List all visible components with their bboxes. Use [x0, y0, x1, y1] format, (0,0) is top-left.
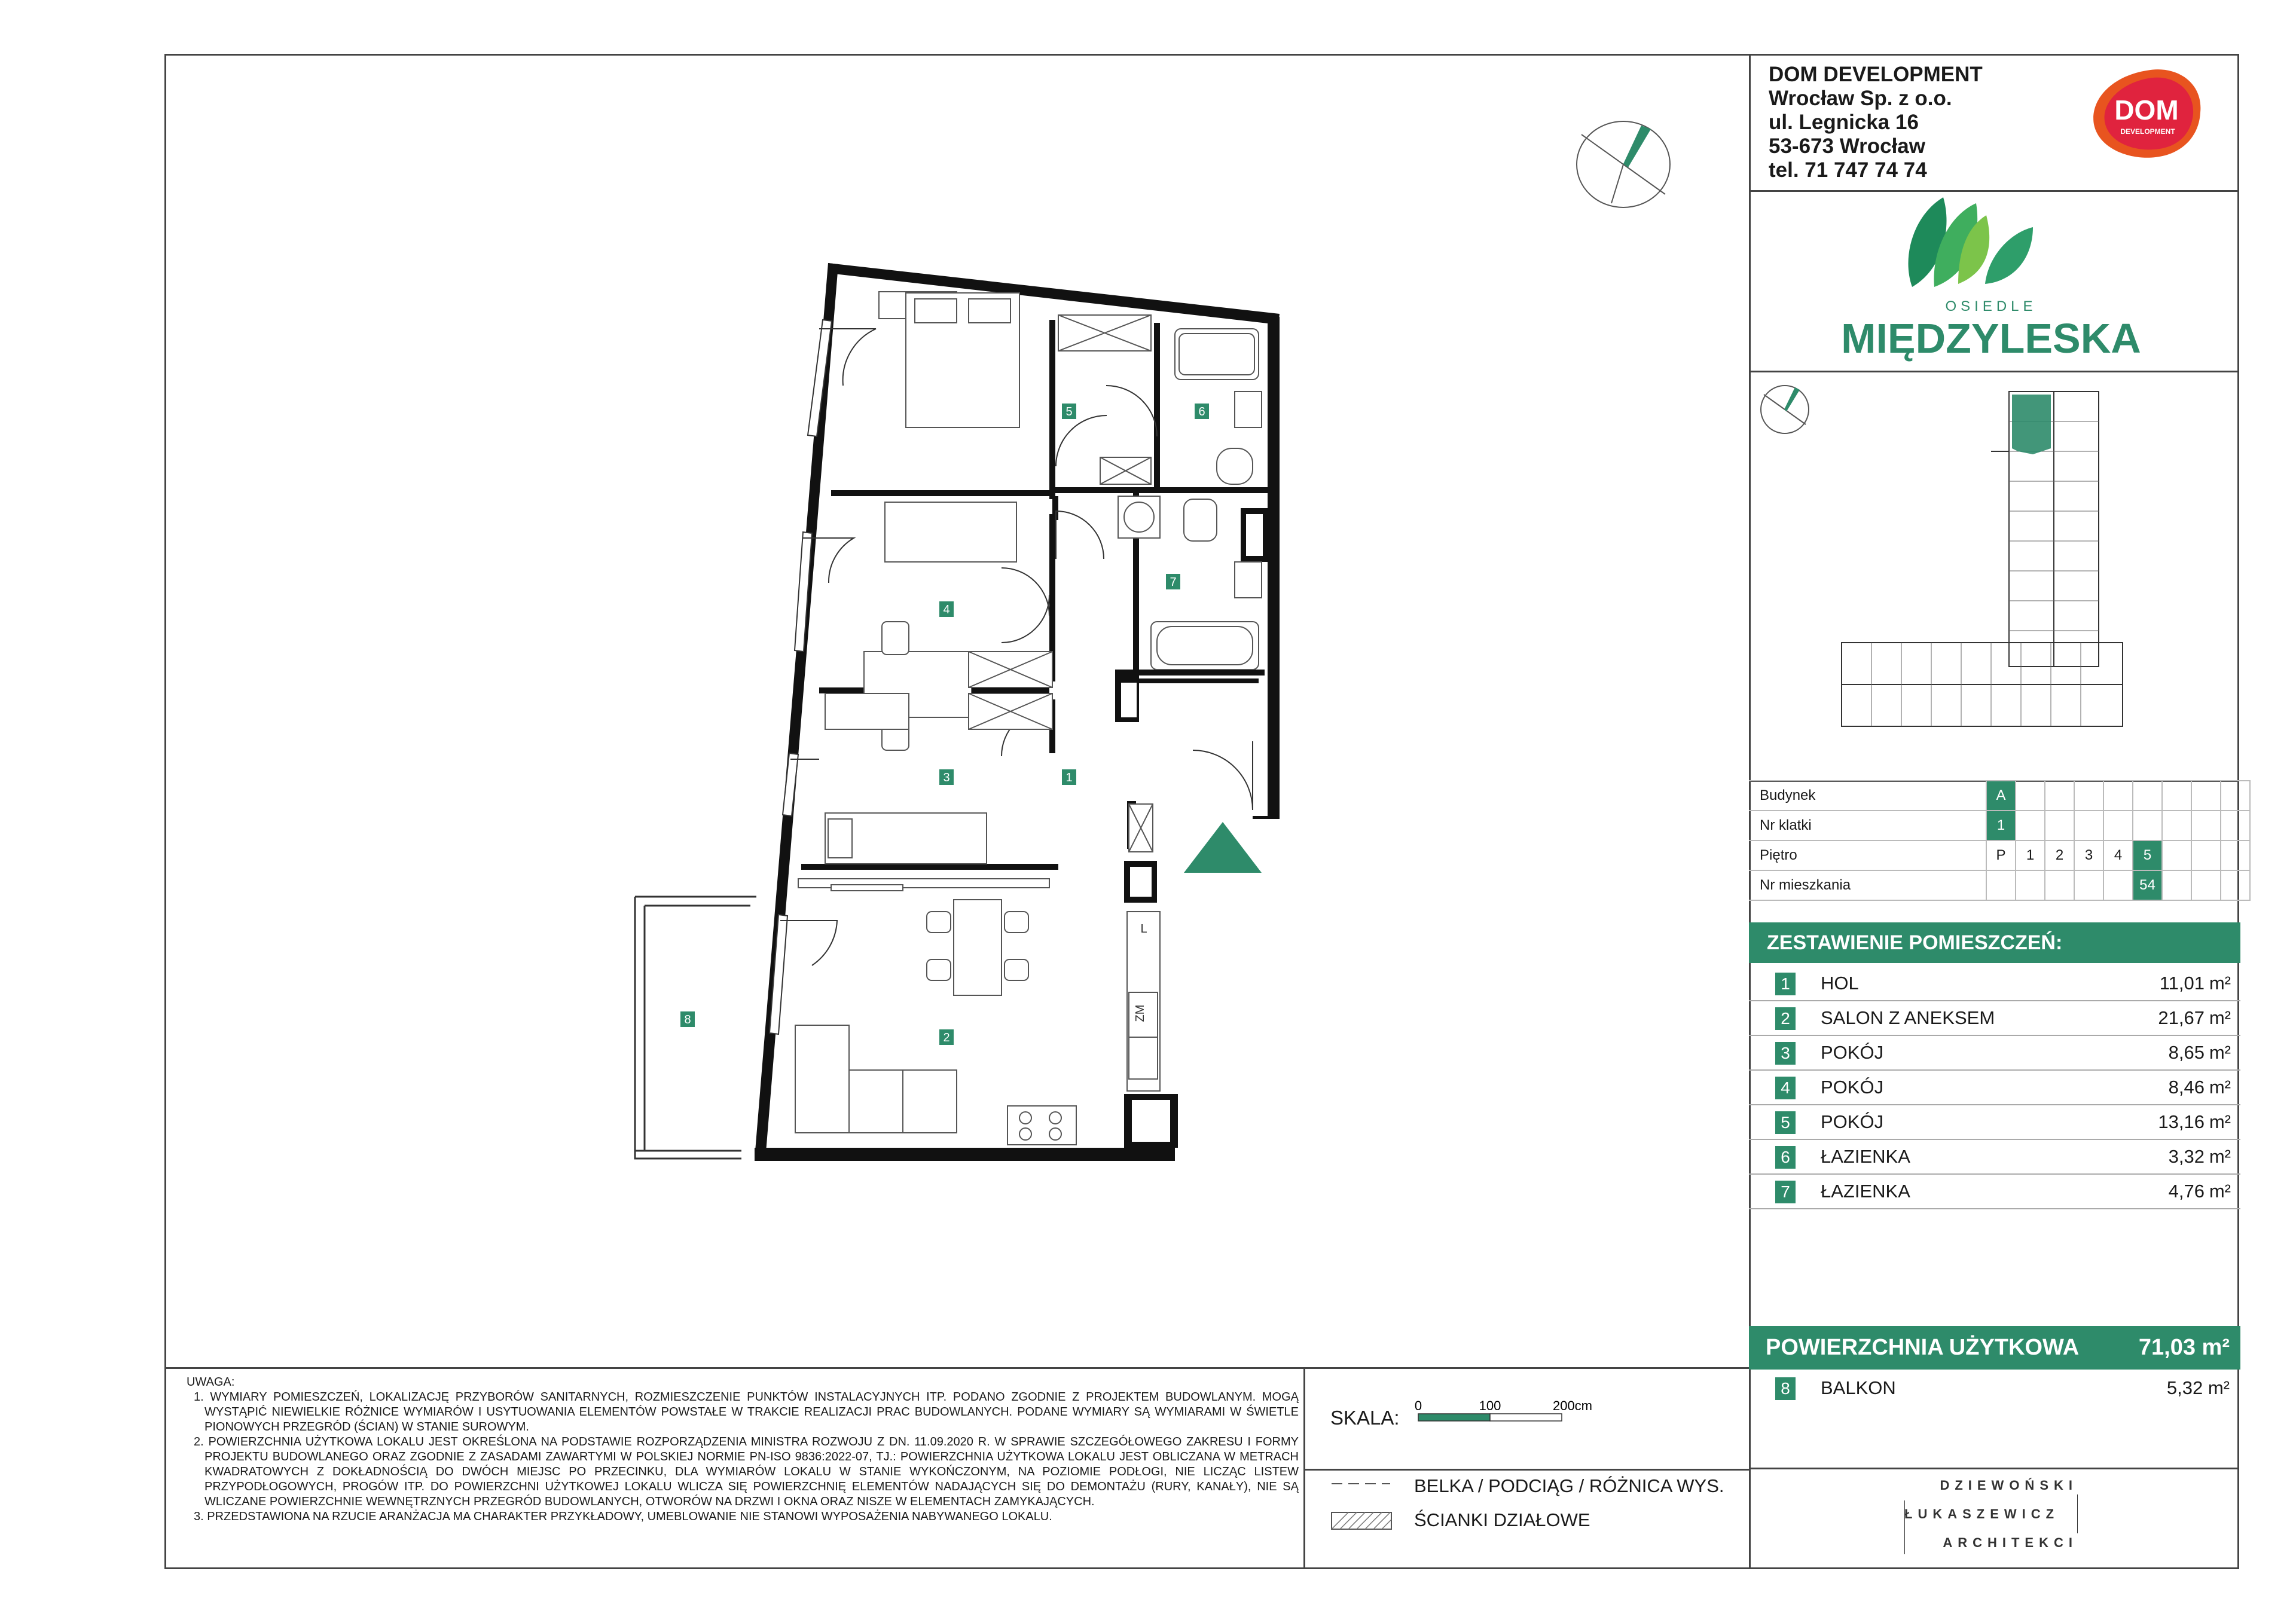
architect-line1: DZIEWOŃSKI	[1940, 1478, 2078, 1493]
info-cell	[2016, 781, 2045, 811]
note-1: 1. WYMIARY POMIESZCZEŃ, LOKALIZACJĘ PRZYBORÓW SANITARNYCH, ROZMIESZCZENIE PUNKTÓW INSTALACYJNYCH ITP. PODANO ZGODNIE Z PROJEKTEM BUDOWLANYM. MOGĄ WYSTĄPIĆ NIEWIELKIE RÓŻNICE WYMIARÓW I USYTUOWANIA ELEMENTÓW POWSTAŁE W TRAKCIE REALIZACJI PRAC BUDOWLANYCH. PODANE WYMIARY SĄ WYMIARAMI W ŚWIETLE PIONOWYCH PRZEGRÓD (ŚCIAN) W STANIE SUROWYM.	[194, 1390, 1299, 1434]
divider-brand	[1749, 371, 2239, 372]
balcony-row	[1749, 1371, 2240, 1405]
building-key-plan	[1836, 386, 2135, 744]
info-cell	[2074, 781, 2103, 811]
room-area: 8,46	[2168, 1077, 2205, 1098]
dom-development-logo	[2087, 65, 2206, 163]
info-cell: 5	[2133, 840, 2162, 870]
company-address	[1769, 63, 1983, 182]
room-tag-7: 7	[1170, 576, 1177, 589]
info-cell	[2221, 840, 2250, 870]
room-number: 2	[1775, 1007, 1796, 1030]
room-row	[1749, 967, 2240, 1001]
total-area-bar	[1749, 1326, 2240, 1370]
room-area: 21,67	[2158, 1007, 2205, 1028]
dom-logo-word: DOM	[2114, 94, 2179, 126]
info-cell	[2103, 870, 2133, 900]
info-cell	[2221, 870, 2250, 900]
notes-block	[187, 1375, 1299, 1524]
info-cell	[2162, 781, 2191, 811]
room-tag-8: 8	[684, 1013, 691, 1026]
info-cell	[2162, 840, 2191, 870]
room-number: 6	[1775, 1146, 1796, 1169]
info-cell	[2133, 781, 2162, 811]
company-city: 53-673 Wrocław	[1769, 135, 1925, 158]
room-unit: m²	[2209, 973, 2231, 994]
info-cell	[2162, 811, 2191, 840]
legend-partition: ŚCIANKI DZIAŁOWE	[1414, 1509, 1590, 1530]
room-number: 7	[1775, 1181, 1796, 1203]
company-name: DOM DEVELOPMENT	[1769, 63, 1983, 86]
dishwasher-label: ZM	[1134, 1004, 1147, 1022]
small-compass-icon	[1758, 383, 1812, 436]
info-label: Budynek	[1749, 781, 1986, 811]
info-cell: 2	[2045, 840, 2074, 870]
info-row	[1749, 840, 2250, 870]
room-name: SALON Z ANEKSEM	[1821, 1007, 1995, 1028]
info-cell: A	[1986, 781, 2016, 811]
room-name: HOL	[1821, 973, 1859, 994]
room-row	[1749, 1071, 2240, 1105]
info-label: Nr klatki	[1749, 811, 1986, 840]
info-cell	[2221, 811, 2250, 840]
room-tag-6: 6	[1198, 405, 1205, 418]
brand-big-text: MIĘDZYLESKA	[1841, 315, 2141, 362]
info-cell: 1	[1986, 811, 2016, 840]
info-cell: 3	[2074, 840, 2103, 870]
room-row	[1749, 1140, 2240, 1175]
rooms-list	[1749, 967, 2240, 1209]
room-unit: m²	[2209, 1111, 2231, 1132]
info-cell	[2191, 811, 2221, 840]
info-row	[1749, 811, 2250, 840]
info-label: Piętro	[1749, 840, 1986, 870]
divider-balcony	[1749, 1468, 2239, 1469]
info-cell	[2191, 781, 2221, 811]
info-cell	[2162, 870, 2191, 900]
room-unit: m²	[2209, 1042, 2231, 1063]
room-tag-2: 2	[943, 1031, 950, 1044]
entrance-marker	[1184, 822, 1262, 873]
total-area-label: POWIERZCHNIA UŻYTKOWA	[1766, 1335, 2080, 1360]
info-cell: P	[1986, 840, 2016, 870]
info-cell	[2016, 870, 2045, 900]
balcony-area	[635, 897, 756, 1159]
info-cell	[2103, 811, 2133, 840]
room-name: POKÓJ	[1821, 1077, 1884, 1098]
divider-scale-legend	[1303, 1469, 1750, 1471]
scale-label: SKALA:	[1330, 1407, 1400, 1429]
company-phone: tel. 71 747 74 74	[1769, 158, 1927, 182]
scale-bar	[1411, 1396, 1614, 1432]
balcony-number: 8	[1775, 1377, 1796, 1400]
brand-small-text: OSIEDLE	[1945, 298, 2037, 314]
info-cell	[2045, 870, 2074, 900]
room-tag-4: 4	[943, 603, 950, 616]
room-number: 3	[1775, 1042, 1796, 1065]
notes-title: UWAGA:	[187, 1376, 235, 1389]
divider-bottom	[164, 1367, 1750, 1369]
room-area: 11,01	[2159, 973, 2205, 994]
room-unit: m²	[2209, 1077, 2231, 1098]
room-area: 4,76	[2168, 1181, 2205, 1202]
floor-plan	[622, 257, 1315, 1178]
room-name: POKÓJ	[1821, 1042, 1884, 1063]
room-row	[1749, 1105, 2240, 1140]
legend-symbols	[1330, 1478, 1396, 1538]
info-cell: 4	[2103, 840, 2133, 870]
room-row	[1749, 1001, 2240, 1036]
room-area: 8,65	[2168, 1042, 2205, 1063]
info-cell	[2133, 811, 2162, 840]
room-area: 13,16	[2158, 1111, 2205, 1132]
info-cell	[2074, 811, 2103, 840]
apartment-info-table	[1749, 780, 2251, 901]
info-cell	[1986, 870, 2016, 900]
info-cell: 1	[2016, 840, 2045, 870]
room-number: 4	[1775, 1077, 1796, 1099]
room-area: 3,32	[2168, 1146, 2205, 1167]
fridge-label: L	[1140, 922, 1147, 936]
room-name: ŁAZIENKA	[1821, 1181, 1910, 1202]
balcony-name: BALKON	[1821, 1377, 1896, 1398]
note-3: 3. PRZEDSTAWIONA NA RZUCIE ARANŻACJA MA CHARAKTER PRZYKŁADOWY, UMEBLOWANIE NIE STANOWI WYPOSAŻENIA NABYWANEGO LOKALU.	[194, 1510, 1052, 1523]
room-number: 1	[1775, 973, 1796, 995]
legend-beam: BELKA / PODCIĄG / RÓŻNICA WYS.	[1414, 1475, 1724, 1496]
info-cell	[2221, 781, 2250, 811]
room-number: 5	[1775, 1111, 1796, 1134]
room-unit: m²	[2209, 1007, 2231, 1028]
scale-tick-200: 200cm	[1552, 1398, 1593, 1413]
info-row	[1749, 870, 2250, 900]
room-row	[1749, 1036, 2240, 1071]
architect-logo	[1904, 1477, 2078, 1557]
info-cell	[2045, 811, 2074, 840]
room-tag-3: 3	[943, 771, 950, 784]
info-row	[1749, 781, 2250, 811]
note-2: 2. POWIERZCHNIA UŻYTKOWA LOKALU JEST OKREŚLONA NA PODSTAWIE ROZPORZĄDZENIA MINISTRA ROZWOJU Z DN. 11.09.2020 R. W SPRAWIE SZCZEGÓŁOWEGO ZAKRESU I FORMY PROJEKTU BUDOWLANEGO ORAZ ZGODNIE Z ZASADAMI ZAWARTYMI W POLSKIEJ NORMIE PN-ISO 9836:2022-07, TJ.: POWIERZCHNIA UŻYTKOWA LOKALU JEST OBLICZANA W METRACH KWADRATOWYCH Z DOKŁADNOŚCIĄ DO DWÓCH MIEJSC PO PRZECINKU, DLA WYMIARÓW LOKALU W STANIE WYKOŃCZONYM, NA POZIOMIE PODŁOGI, NIE LICZĄC LISTEW PRZYPODŁOGOWYCH, PROGÓW ITP. DO POWIERZCHNI UŻYTKOWEJ LOKALU WLICZA SIĘ POWIERZCHNIĘ ELEMENTÓW NADAJĄCYCH SIĘ DO DEMONTAŻU (RURY, KANAŁY), NIE SĄ WLICZANE POWIERZCHNIE WEWNĘTRZNYCH PRZEGRÓD BUDOWLANYCH, OTWORÓW NA DRZWI I OKNA ORAZ NISZE W ELEMENTACH ZAMYKAJĄCYCH.	[194, 1435, 1299, 1508]
company-line2: Wrocław Sp. z o.o.	[1769, 87, 1952, 110]
rooms-header: ZESTAWIENIE POMIESZCZEŃ:	[1749, 922, 2240, 963]
room-name: ŁAZIENKA	[1821, 1146, 1910, 1167]
room-unit: m²	[2209, 1181, 2231, 1202]
info-cell	[2191, 840, 2221, 870]
divider-notes-scale	[1303, 1367, 1305, 1569]
info-cell	[2074, 870, 2103, 900]
architect-line3: ARCHITEKCI	[1943, 1535, 2078, 1550]
info-cell: 54	[2133, 870, 2162, 900]
room-name: POKÓJ	[1821, 1111, 1884, 1132]
info-cell	[2191, 870, 2221, 900]
room-unit: m²	[2209, 1146, 2231, 1167]
osiedle-miedzyleska-logo	[1752, 191, 2230, 371]
scale-tick-100: 100	[1479, 1398, 1501, 1413]
architect-line2: ŁUKASZEWICZ	[1904, 1506, 2060, 1521]
room-tag-5: 5	[1065, 405, 1073, 418]
company-street: ul. Legnicka 16	[1769, 111, 1919, 134]
total-area-value: 71,03 m²	[2138, 1335, 2230, 1360]
room-tag-1: 1	[1065, 771, 1073, 784]
scale-tick-0: 0	[1414, 1398, 1422, 1413]
balcony-area: 5,32 m²	[2166, 1377, 2230, 1398]
info-cell	[2016, 811, 2045, 840]
info-cell	[2045, 781, 2074, 811]
room-row	[1749, 1175, 2240, 1209]
north-compass-icon	[1576, 120, 1671, 209]
info-cell	[2103, 781, 2133, 811]
dom-logo-sub: DEVELOPMENT	[2120, 127, 2175, 136]
info-label: Nr mieszkania	[1749, 870, 1986, 900]
